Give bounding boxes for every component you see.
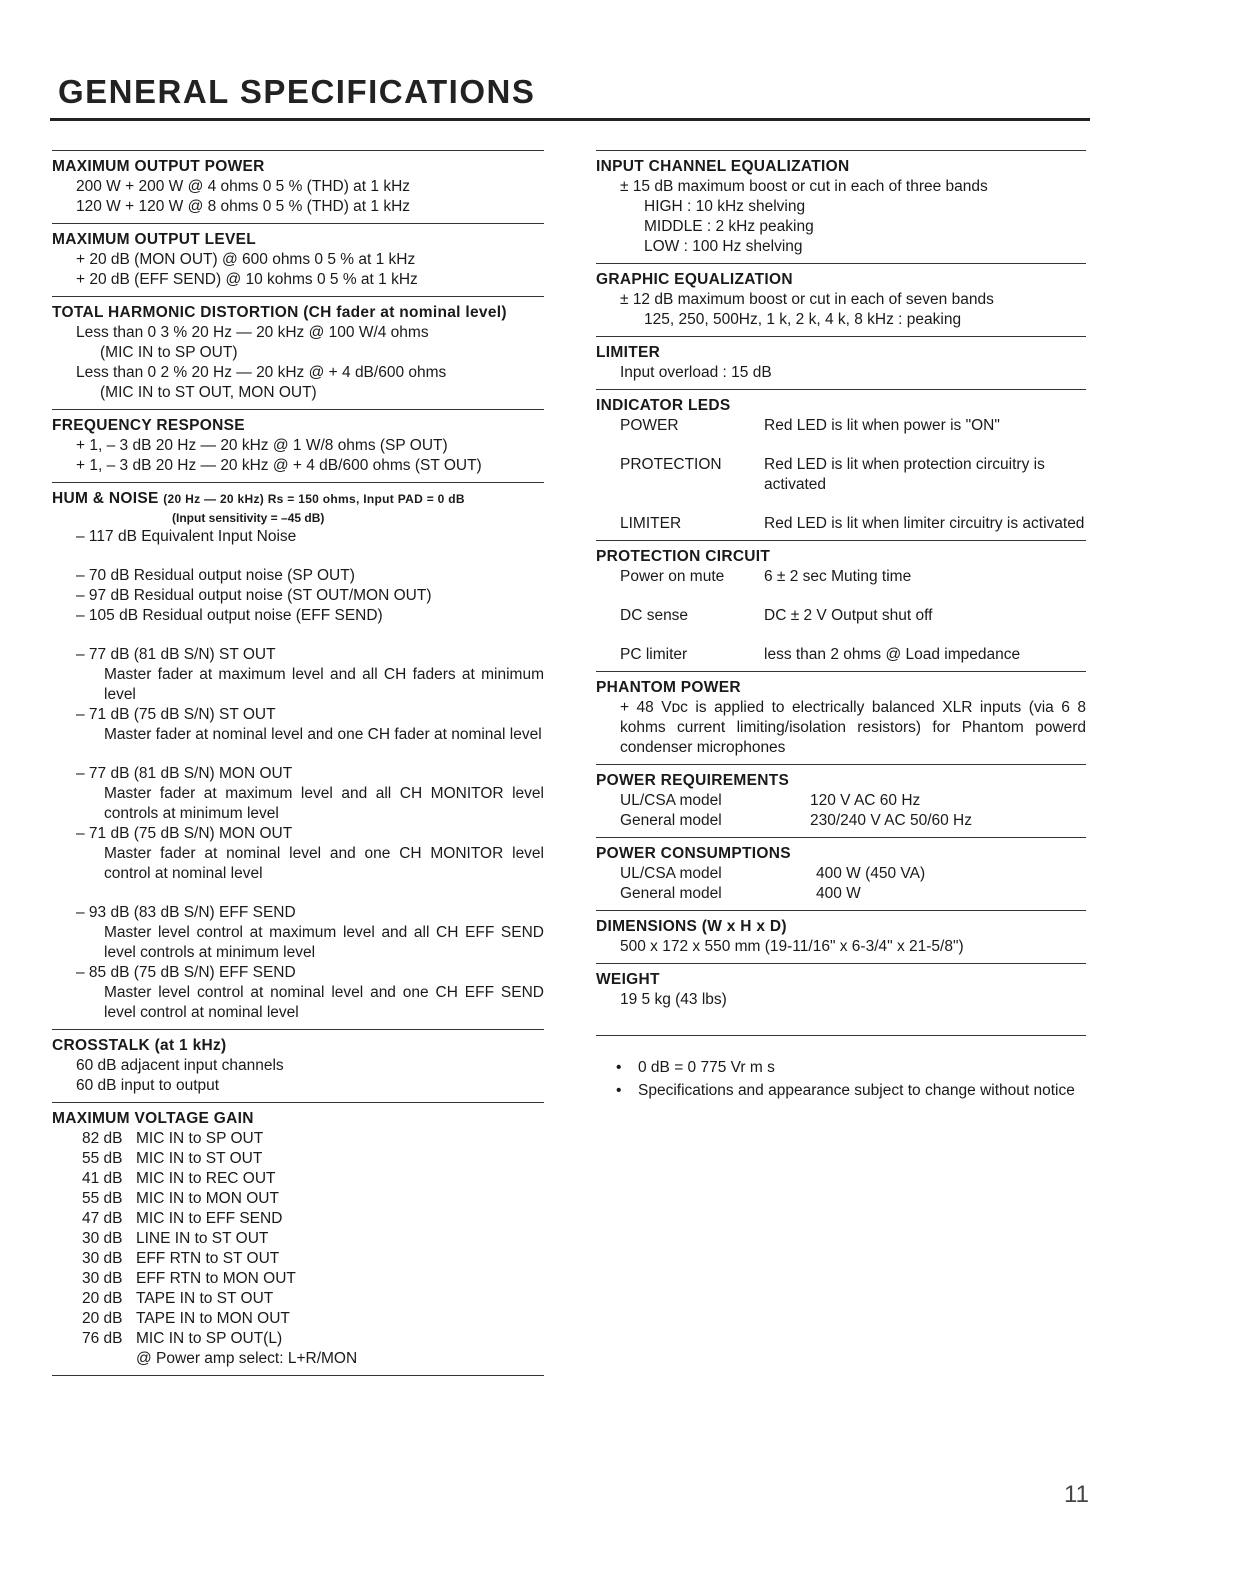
section-heading: WEIGHT: [596, 971, 660, 988]
section-heading: PROTECTION CIRCUIT: [596, 548, 771, 565]
gain-value: 47 dB: [82, 1210, 123, 1227]
led-desc: Red LED is lit when protection circuitry is activated: [764, 456, 1045, 493]
section-heading: PHANTOM POWER: [596, 679, 741, 696]
gain-row: [52, 1149, 544, 1169]
gain-note: @ Power amp select: L+R/MON: [136, 1350, 358, 1367]
power-row: [596, 811, 1086, 831]
footnote-text: 0 dB = 0 775 Vr m s: [638, 1059, 775, 1076]
gain-value: 55 dB: [82, 1150, 123, 1167]
protection-label: PC limiter: [620, 646, 688, 663]
gain-value: 55 dB: [82, 1190, 123, 1207]
spec-line: + 20 dB (EFF SEND) @ 10 kohms 0 5 % at 1 kHz: [76, 271, 418, 288]
spec-line: Less than 0 3 % 20 Hz — 20 kHz @ 100 W/4 ohms: [76, 324, 429, 341]
spec-line: 19 5 kg (43 lbs): [620, 991, 727, 1008]
model-value: 120 V AC 60 Hz: [810, 792, 921, 809]
left-column: [52, 150, 544, 1376]
led-desc: Red LED is lit when power is "ON": [764, 417, 1000, 434]
power-requirements-section: [596, 764, 1086, 837]
gain-value: 30 dB: [82, 1230, 123, 1247]
led-label: LIMITER: [620, 515, 682, 532]
right-column: [596, 150, 1086, 1104]
section-heading: POWER REQUIREMENTS: [596, 772, 790, 789]
section-heading-sub2: (Input sensitivity = –45 dB): [172, 511, 325, 525]
title-rule: [50, 118, 1090, 121]
led-row: [596, 455, 1086, 495]
protection-label: DC sense: [620, 607, 689, 624]
gain-row: [52, 1329, 544, 1349]
model-label: General model: [620, 812, 722, 829]
model-value: 400 W: [816, 885, 861, 902]
spec-desc: Master level control at maximum level and all CH EFF SEND level controls at minimum level: [104, 924, 544, 961]
gain-path: MIC IN to MON OUT: [136, 1190, 279, 1207]
section-heading: [52, 303, 544, 323]
consumption-row: [596, 864, 1086, 884]
gain-path: TAPE IN to ST OUT: [136, 1290, 274, 1307]
spec-line: – 71 dB (75 dB S/N) ST OUT: [76, 706, 276, 723]
section-heading: FREQUENCY RESPONSE: [52, 417, 245, 434]
model-label: General model: [620, 885, 722, 902]
protection-value: DC ± 2 V Output shut off: [764, 607, 933, 624]
gain-path: EFF RTN to MON OUT: [136, 1270, 296, 1287]
gain-row: [52, 1189, 544, 1209]
frequency-response-section: [52, 409, 544, 482]
spec-line: – 105 dB Residual output noise (EFF SEND): [76, 607, 383, 624]
limiter-section: [596, 336, 1086, 389]
spec-line: – 97 dB Residual output noise (ST OUT/MON OUT): [76, 587, 432, 604]
spec-line: – 71 dB (75 dB S/N) MON OUT: [76, 825, 293, 842]
spec-line: – 85 dB (75 dB S/N) EFF SEND: [76, 964, 296, 981]
section-heading: INDICATOR LEDS: [596, 397, 731, 414]
gain-value: 30 dB: [82, 1250, 123, 1267]
spec-line: ± 15 dB maximum boost or cut in each of three bands: [620, 178, 988, 195]
protection-row: [596, 645, 1086, 665]
gain-row: [52, 1229, 544, 1249]
spec-line: – 117 dB Equivalent Input Noise: [76, 528, 297, 545]
bullet-icon: •: [616, 1082, 622, 1099]
footnote: [616, 1081, 1086, 1101]
section-heading: MAXIMUM OUTPUT LEVEL: [52, 231, 257, 248]
footnotes: [596, 1058, 1086, 1101]
bullet-icon: •: [616, 1059, 622, 1076]
page-title: GENERAL SPECIFICATIONS: [58, 73, 536, 110]
spec-line: + 20 dB (MON OUT) @ 600 ohms 0 5 % at 1 kHz: [76, 251, 416, 268]
spec-line: – 93 dB (83 dB S/N) EFF SEND: [76, 904, 296, 921]
spec-paragraph: + 48 Vᴅᴄ is applied to electrically balanced XLR inputs (via 6 8 kohms current limiting/isolation resistors) for Phantom powerd condenser microphones: [620, 699, 1086, 756]
spec-desc: Master fader at maximum level and all CH MONITOR level controls at minimum level: [104, 785, 544, 822]
led-label: POWER: [620, 417, 679, 434]
spec-desc: Master fader at nominal level and one CH MONITOR level control at nominal level: [104, 845, 544, 882]
gain-path: MIC IN to REC OUT: [136, 1170, 276, 1187]
spec-line: 120 W + 120 W @ 8 ohms 0 5 % (THD) at 1 kHz: [76, 198, 411, 215]
led-label: PROTECTION: [620, 456, 722, 473]
protection-circuit-section: [596, 540, 1086, 671]
spec-line: 500 x 172 x 550 mm (19-11/16" x 6-3/4" x 21-5/8"): [620, 938, 964, 955]
thd-section: [52, 296, 544, 409]
consumption-row: [596, 884, 1086, 904]
section-heading-main: TOTAL HARMONIC DISTORTION: [52, 304, 299, 321]
spec-line: (MIC IN to SP OUT): [100, 344, 238, 361]
indicator-leds-section: [596, 389, 1086, 540]
gain-path: LINE IN to ST OUT: [136, 1230, 269, 1247]
section-heading: GRAPHIC EQUALIZATION: [596, 271, 793, 288]
section-heading-sub: (20 Hz — 20 kHz) Rs = 150 ohms, Input PAD = 0 dB: [163, 492, 465, 506]
spec-line: Input overload : 15 dB: [620, 364, 772, 381]
voltage-gain-section: [52, 1102, 544, 1376]
spec-desc: Master fader at nominal level and one CH fader at nominal level: [104, 726, 542, 743]
section-heading: CROSSTALK (at 1 kHz): [52, 1037, 227, 1054]
spec-line: – 70 dB Residual output noise (SP OUT): [76, 567, 355, 584]
spec-line: HIGH : 10 kHz shelving: [644, 198, 806, 215]
gain-path: MIC IN to ST OUT: [136, 1150, 263, 1167]
max-output-level-section: [52, 223, 544, 296]
spec-line: + 1, – 3 dB 20 Hz — 20 kHz @ + 4 dB/600 ohms (ST OUT): [76, 457, 482, 474]
led-row: [596, 514, 1086, 534]
power-consumptions-section: [596, 837, 1086, 910]
gain-path: EFF RTN to ST OUT: [136, 1250, 280, 1267]
section-heading: MAXIMUM OUTPUT POWER: [52, 158, 265, 175]
spec-line: Less than 0 2 % 20 Hz — 20 kHz @ + 4 dB/600 ohms: [76, 364, 447, 381]
gain-row: [52, 1309, 544, 1329]
gain-note-row: [52, 1349, 544, 1369]
gain-row: [52, 1209, 544, 1229]
section-heading: MAXIMUM VOLTAGE GAIN: [52, 1110, 254, 1127]
spec-line: + 1, – 3 dB 20 Hz — 20 kHz @ 1 W/8 ohms (SP OUT): [76, 437, 448, 454]
crosstalk-section: [52, 1029, 544, 1102]
gain-value: 30 dB: [82, 1270, 123, 1287]
led-row: [596, 416, 1086, 436]
model-value: 400 W (450 VA): [816, 865, 926, 882]
hum-noise-section: [52, 482, 544, 1029]
section-heading: [52, 489, 544, 509]
gain-row: [52, 1289, 544, 1309]
gain-row: [52, 1269, 544, 1289]
gain-row: [52, 1129, 544, 1149]
gain-value: 82 dB: [82, 1130, 123, 1147]
section-heading-sub: (CH fader at nominal level): [303, 304, 507, 321]
spec-line: MIDDLE : 2 kHz peaking: [644, 218, 814, 235]
input-eq-section: [596, 150, 1086, 263]
gain-path: MIC IN to SP OUT(L): [136, 1330, 283, 1347]
spec-line: (MIC IN to ST OUT, MON OUT): [100, 384, 317, 401]
spec-desc: Master fader at maximum level and all CH faders at minimum level: [104, 666, 544, 703]
max-output-power-section: [52, 150, 544, 223]
spec-line: – 77 dB (81 dB S/N) MON OUT: [76, 765, 293, 782]
section-heading: DIMENSIONS (W x H x D): [596, 918, 787, 935]
footnote: [616, 1058, 1086, 1078]
protection-value: 6 ± 2 sec Muting time: [764, 568, 912, 585]
gain-value: 20 dB: [82, 1290, 123, 1307]
protection-label: Power on mute: [620, 568, 725, 585]
gain-value: 41 dB: [82, 1170, 123, 1187]
gain-row: [52, 1249, 544, 1269]
phantom-power-section: [596, 671, 1086, 764]
led-desc: Red LED is lit when limiter circuitry is activated: [764, 515, 1085, 532]
spec-line: 60 dB input to output: [76, 1077, 220, 1094]
model-value: 230/240 V AC 50/60 Hz: [810, 812, 973, 829]
gain-path: TAPE IN to MON OUT: [136, 1310, 290, 1327]
gain-value: 76 dB: [82, 1330, 123, 1347]
protection-row: [596, 567, 1086, 587]
weight-section: [596, 963, 1086, 1036]
protection-value: less than 2 ohms @ Load impedance: [764, 646, 1021, 663]
section-heading: INPUT CHANNEL EQUALIZATION: [596, 158, 850, 175]
gain-path: MIC IN to SP OUT: [136, 1130, 264, 1147]
protection-row: [596, 606, 1086, 626]
footnote-text: Specifications and appearance subject to change without notice: [638, 1082, 1075, 1099]
spec-desc: Master level control at nominal level and one CH EFF SEND level control at nominal level: [104, 984, 544, 1021]
dimensions-section: [596, 910, 1086, 963]
gain-value: 20 dB: [82, 1310, 123, 1327]
spec-line: LOW : 100 Hz shelving: [644, 238, 803, 255]
model-label: UL/CSA model: [620, 792, 722, 809]
power-row: [596, 791, 1086, 811]
section-heading: LIMITER: [596, 344, 661, 361]
section-heading-main: HUM & NOISE: [52, 490, 159, 507]
page-number: 11: [1064, 1481, 1089, 1508]
gain-path: MIC IN to EFF SEND: [136, 1210, 283, 1227]
gain-row: [52, 1169, 544, 1189]
model-label: UL/CSA model: [620, 865, 722, 882]
section-heading: POWER CONSUMPTIONS: [596, 845, 791, 862]
graphic-eq-section: [596, 263, 1086, 336]
spec-line: 200 W + 200 W @ 4 ohms 0 5 % (THD) at 1 kHz: [76, 178, 411, 195]
spec-line: 60 dB adjacent input channels: [76, 1057, 284, 1074]
spec-line: 125, 250, 500Hz, 1 k, 2 k, 4 k, 8 kHz : peaking: [644, 311, 962, 328]
spec-line: – 77 dB (81 dB S/N) ST OUT: [76, 646, 276, 663]
spec-line: ± 12 dB maximum boost or cut in each of seven bands: [620, 291, 994, 308]
